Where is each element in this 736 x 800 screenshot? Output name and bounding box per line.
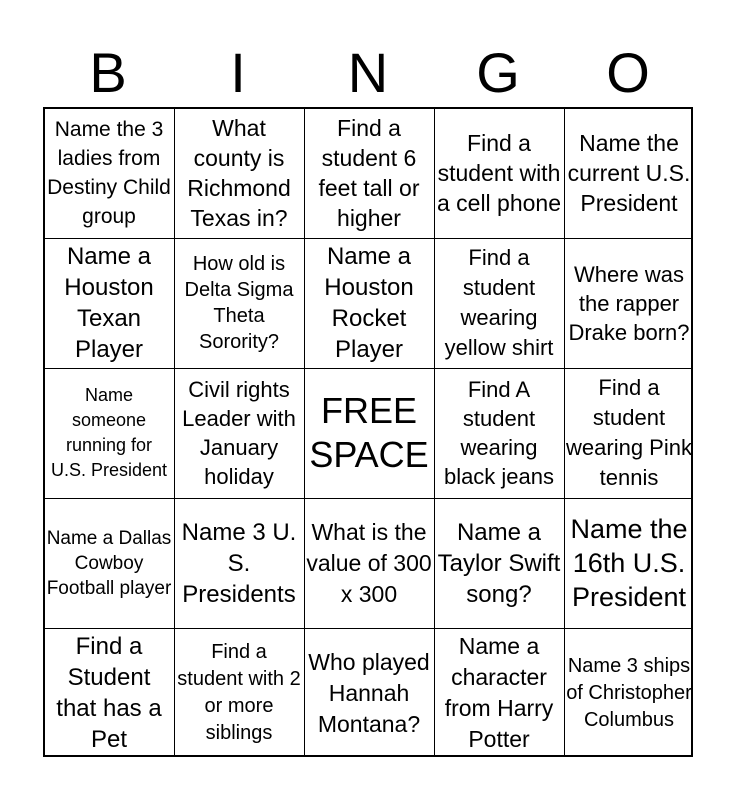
- cell-text: Name someone running for U.S. President: [50, 385, 168, 480]
- bingo-cell[interactable]: [434, 628, 564, 758]
- cell-text: Name a Houston Rocket Player: [324, 243, 414, 363]
- cell-text: Civil rights Leader with January holiday: [182, 377, 296, 489]
- bingo-cell[interactable]: [564, 238, 694, 368]
- free-space-text: FREE SPACE: [309, 390, 429, 475]
- bingo-cell[interactable]: [174, 238, 304, 368]
- bingo-cell[interactable]: [434, 498, 564, 628]
- bingo-cell[interactable]: [174, 368, 304, 498]
- cell-text: What is the value of 300 x 300: [306, 518, 432, 607]
- bingo-cell[interactable]: [174, 498, 304, 628]
- header-letter-o: O: [606, 41, 650, 104]
- cell-text: Name a Taylor Swift song?: [437, 518, 561, 608]
- bingo-cell[interactable]: [564, 498, 694, 628]
- cell-text: Name a Houston Texan Player: [64, 243, 154, 363]
- bingo-cell[interactable]: [434, 238, 564, 368]
- cell-text: Find a student with a cell phone: [436, 130, 562, 216]
- bingo-header: [43, 40, 693, 106]
- bingo-cell[interactable]: [434, 108, 564, 238]
- cell-text: Name the 3 ladies from Destiny Child group: [47, 118, 171, 228]
- bingo-cell[interactable]: [304, 238, 434, 368]
- cell-text: Find a student 6 feet tall or higher: [318, 115, 420, 231]
- bingo-cell[interactable]: [564, 628, 694, 758]
- cell-text: Find a student wearing yellow shirt: [444, 245, 554, 360]
- cell-text: Find a student with 2 or more siblings: [177, 641, 301, 744]
- bingo-grid: [43, 107, 693, 757]
- header-letter-n: N: [347, 41, 389, 104]
- cell-text: Who played Hannah Montana?: [308, 648, 430, 737]
- bingo-cell[interactable]: [564, 368, 694, 498]
- cell-text: How old is Delta Sigma Theta Sorority?: [184, 253, 294, 353]
- cell-text: Name a Dallas Cowboy Football player: [46, 527, 172, 599]
- bingo-cell[interactable]: [304, 628, 434, 758]
- cell-text: Name the 16th U.S. President: [570, 514, 688, 612]
- cell-text: Name a character from Harry Potter: [444, 633, 554, 752]
- bingo-cell[interactable]: [44, 498, 174, 628]
- bingo-cell[interactable]: [304, 108, 434, 238]
- cell-text: Name the current U.S. President: [567, 130, 691, 216]
- cell-text: Where was the rapper Drake born?: [568, 261, 690, 345]
- cell-text: What county is Richmond Texas in?: [187, 115, 291, 231]
- bingo-cell[interactable]: [174, 628, 304, 758]
- cell-text: Find A student wearing black jeans: [443, 377, 555, 489]
- header-letter-b: B: [89, 41, 127, 104]
- bingo-cell[interactable]: [44, 108, 174, 238]
- free-space-cell[interactable]: [304, 368, 434, 498]
- header-letter-i: I: [230, 41, 246, 104]
- bingo-cell[interactable]: [564, 108, 694, 238]
- bingo-cell[interactable]: [434, 368, 564, 498]
- bingo-cell[interactable]: [44, 368, 174, 498]
- cell-text: Find a Student that has a Pet: [56, 633, 162, 753]
- cell-text: Name 3 ships of Christopher Columbus: [566, 654, 692, 731]
- bingo-cell[interactable]: [174, 108, 304, 238]
- header-letter-g: G: [476, 41, 520, 104]
- cell-text: Name 3 U. S. Presidents: [181, 518, 297, 608]
- bingo-cell[interactable]: [44, 238, 174, 368]
- bingo-cell[interactable]: [44, 628, 174, 758]
- cell-text: Find a student wearing Pink tennis: [566, 375, 692, 490]
- bingo-cell[interactable]: [304, 498, 434, 628]
